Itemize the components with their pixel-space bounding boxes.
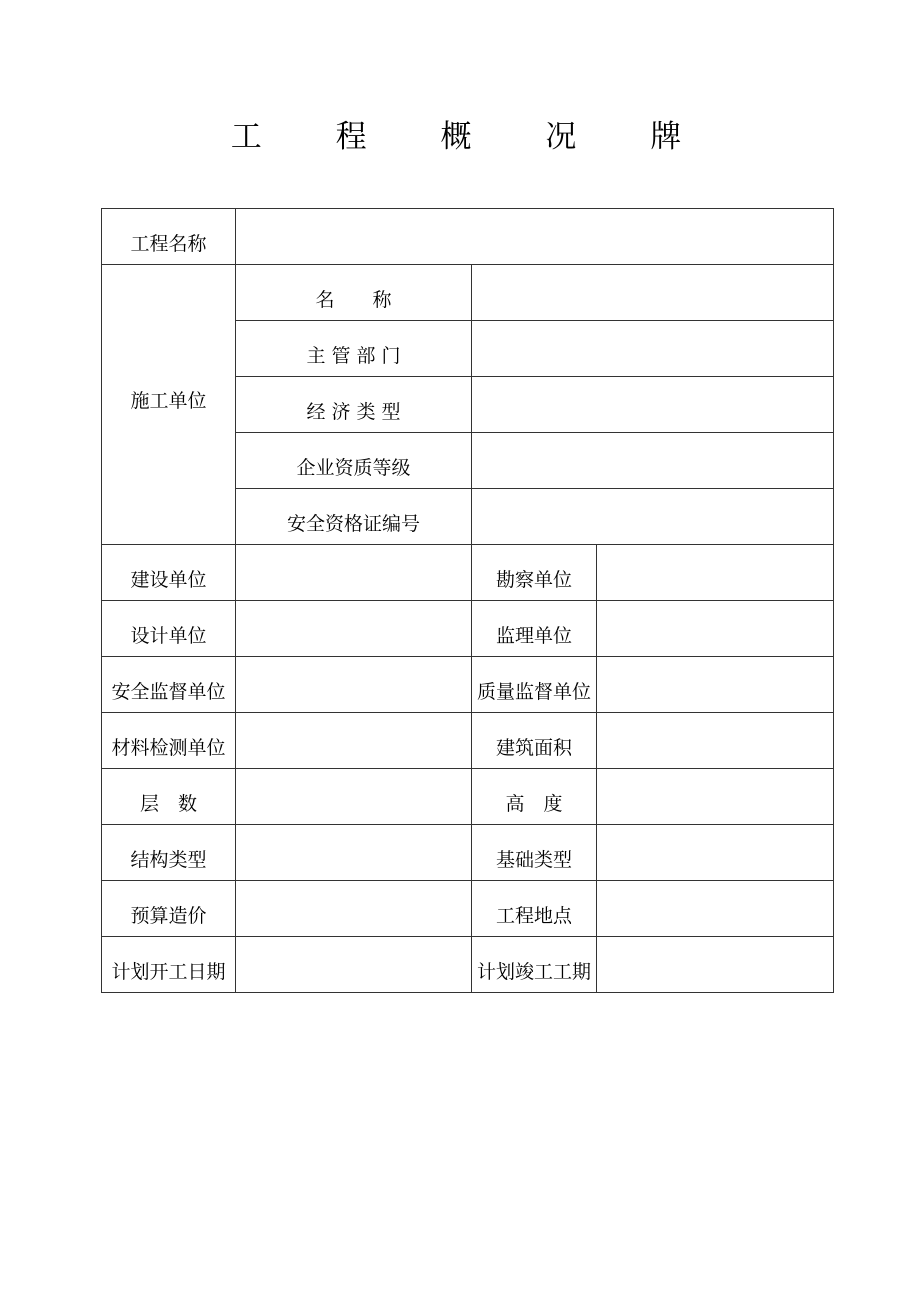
- left-label-cell: [102, 601, 236, 657]
- document-title: 工 程 概 况 牌: [230, 119, 714, 155]
- contractor-economic-type-label-cell: [236, 377, 472, 433]
- contractor-qualification-label: 企业资质等级: [296, 457, 411, 479]
- contractor-label: 施工单位: [130, 390, 207, 412]
- right-label: 基础类型: [495, 849, 572, 871]
- contractor-safety-cert-label-cell: [236, 489, 472, 545]
- project-name-label: 工程名称: [130, 233, 207, 255]
- table-row: [102, 713, 834, 769]
- table-row: [102, 825, 834, 881]
- project-name-label-cell: [102, 209, 236, 265]
- right-label: 计划竣工工期: [476, 961, 591, 983]
- contractor-name-label: 名 称: [315, 289, 392, 311]
- table-row-project-name: [102, 209, 834, 265]
- left-value[interactable]: [236, 769, 472, 825]
- right-label: 工程地点: [495, 905, 572, 927]
- left-value[interactable]: [236, 601, 472, 657]
- table-row: [102, 937, 834, 993]
- right-label: 质量监督单位: [476, 681, 591, 703]
- right-label: 勘察单位: [495, 569, 572, 591]
- left-label-cell: [102, 937, 236, 993]
- contractor-name-value[interactable]: [472, 265, 834, 321]
- right-label-cell: [472, 881, 597, 937]
- left-label-cell: [102, 545, 236, 601]
- right-value[interactable]: [597, 769, 834, 825]
- left-label: 计划开工日期: [111, 961, 226, 983]
- left-value[interactable]: [236, 545, 472, 601]
- left-label-cell: [102, 769, 236, 825]
- left-label: 材料检测单位: [111, 737, 226, 759]
- table-row: [102, 881, 834, 937]
- right-value[interactable]: [597, 545, 834, 601]
- left-value[interactable]: [236, 657, 472, 713]
- contractor-qualification-value[interactable]: [472, 433, 834, 489]
- left-label-cell: [102, 881, 236, 937]
- left-value[interactable]: [236, 937, 472, 993]
- contractor-name-label-cell: [236, 265, 472, 321]
- left-label: 设计单位: [130, 625, 207, 647]
- right-label-cell: [472, 657, 597, 713]
- contractor-economic-type-value[interactable]: [472, 377, 834, 433]
- right-label-cell: [472, 825, 597, 881]
- right-label-cell: [472, 545, 597, 601]
- right-value[interactable]: [597, 881, 834, 937]
- right-label-cell: [472, 713, 597, 769]
- contractor-qualification-label-cell: [236, 433, 472, 489]
- project-name-value[interactable]: [236, 209, 834, 265]
- right-label: 监理单位: [495, 625, 572, 647]
- right-label-cell: [472, 937, 597, 993]
- right-value[interactable]: [597, 601, 834, 657]
- right-value[interactable]: [597, 657, 834, 713]
- left-value[interactable]: [236, 713, 472, 769]
- contractor-safety-cert-value[interactable]: [472, 489, 834, 545]
- right-label: 建筑面积: [495, 737, 572, 759]
- right-label-cell: [472, 601, 597, 657]
- right-value[interactable]: [597, 825, 834, 881]
- right-value[interactable]: [597, 937, 834, 993]
- paired-rows: [102, 545, 834, 993]
- table-row: [102, 545, 834, 601]
- contractor-authority-label-cell: [236, 321, 472, 377]
- left-label: 建设单位: [130, 569, 207, 591]
- right-label-cell: [472, 769, 597, 825]
- left-label: 预算造价: [130, 905, 207, 927]
- left-label: 结构类型: [130, 849, 207, 871]
- left-label: 层 数: [139, 793, 197, 815]
- table-row: [102, 769, 834, 825]
- table-row-contractor-name: [102, 265, 834, 321]
- right-label: 高 度: [505, 793, 563, 815]
- left-label-cell: [102, 713, 236, 769]
- left-label-cell: [102, 657, 236, 713]
- contractor-authority-value[interactable]: [472, 321, 834, 377]
- contractor-economic-type-label: 经 济 类 型: [306, 401, 401, 423]
- right-value[interactable]: [597, 713, 834, 769]
- left-label-cell: [102, 825, 236, 881]
- contractor-label-cell: [102, 265, 236, 545]
- contractor-safety-cert-label: 安全资格证编号: [286, 513, 420, 535]
- table-row: [102, 657, 834, 713]
- table-row: [102, 601, 834, 657]
- left-value[interactable]: [236, 881, 472, 937]
- project-overview-table: [101, 208, 834, 993]
- contractor-authority-label: 主 管 部 门: [306, 345, 401, 367]
- left-value[interactable]: [236, 825, 472, 881]
- left-label: 安全监督单位: [111, 681, 226, 703]
